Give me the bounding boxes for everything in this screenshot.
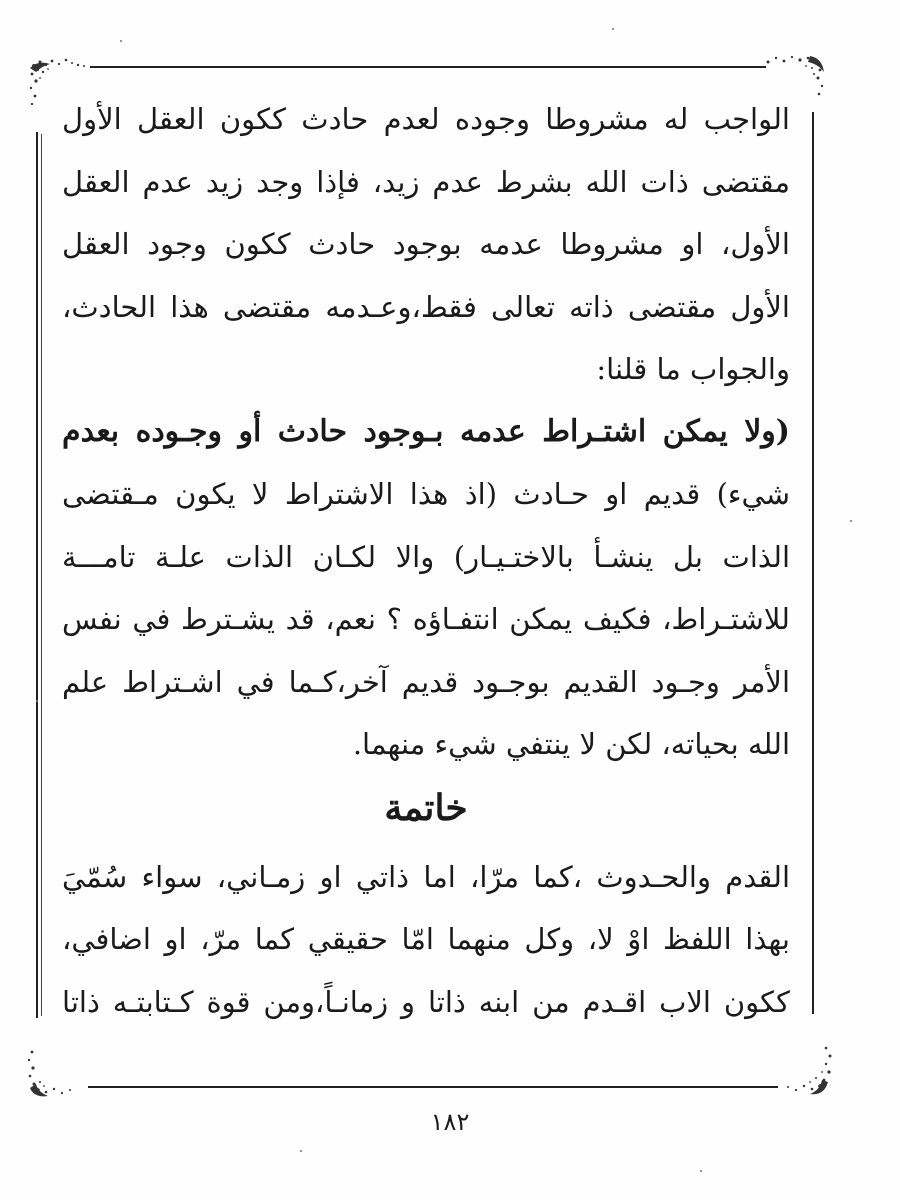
section-heading: خاتمة xyxy=(384,786,468,829)
text-line: (ولا يمكن اشتـراط عدمه بـوجود حادث أو وجـوده بعدم xyxy=(62,413,790,449)
border-top-rule xyxy=(90,66,766,68)
scan-speck xyxy=(700,1170,702,1172)
text-line: الذات بل ينشـأ بالاختـيـار) والا لكـان الذات علـة تامـــة xyxy=(62,539,790,574)
border-bottom-rule xyxy=(88,1086,778,1088)
scan-speck xyxy=(36,700,38,702)
text-line: القدم والحـدوث ،كما مرّا، اما ذاتي او زمـاني، سواء سُمّيَ xyxy=(62,859,790,894)
scan-speck xyxy=(300,1150,302,1152)
scan-speck xyxy=(612,28,614,30)
scan-speck xyxy=(120,40,122,42)
text-line: الواجب له مشروطا وجوده لعدم حادث ككون العقل الأول xyxy=(62,102,790,136)
text-line: للاشتـراط، فكيف يمكن انتفـاؤه ؟ نعم، قد يشـترط في نفس xyxy=(62,602,790,636)
border-left-inner-rule xyxy=(41,134,42,1016)
corner-ornament-icon xyxy=(24,1044,94,1104)
border-left-rule xyxy=(36,132,38,1018)
text-line: الله بحياته، لكن لا ينتفي شيء منهما. xyxy=(352,727,790,761)
text-line: بهذا اللفظ اوْ لا، وكل منهما امّا حقيقي كما مرّ، او اضافي، xyxy=(62,922,790,956)
border-right-rule xyxy=(812,112,814,1014)
text-line: شيء) قديم او حـادث (اذ هذا الاشتراط لا يكون مـقتضى xyxy=(62,477,790,511)
text-line: الأول مقتضى ذاته تعالى فقط،وعـدمه مقتضى هذا الحادث، xyxy=(62,289,790,324)
text-line: والجواب ما قلنا: xyxy=(596,352,790,386)
text-line: ككون الاب اقـدم من ابنه ذاتا و زمانـاً،ومن قوة كـتابتـه ذاتا xyxy=(62,984,790,1019)
text-line: الأمر وجـود القديم بوجـود قديم آخر،كـما في اشـتراط علم xyxy=(62,664,790,699)
text-line: مقتضى ذات الله بشرط عدم زيد، فإذا وجد زيد عدم العقل xyxy=(62,164,790,199)
page-number: ١٨٢ xyxy=(430,1108,470,1136)
scan-speck xyxy=(850,520,852,522)
text-line: الأول، او مشروطا عدمه بوجود حادث ككون وجود العقل xyxy=(62,227,790,261)
corner-ornament-icon xyxy=(766,1042,836,1102)
body-text xyxy=(62,88,790,1033)
